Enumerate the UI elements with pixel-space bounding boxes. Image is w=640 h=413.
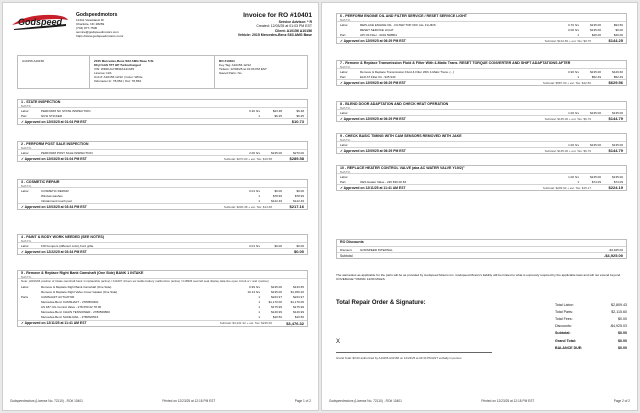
line-total: $129.60 — [612, 69, 623, 74]
totals-label: Grand Total: — [555, 338, 577, 343]
section-summary — [18, 118, 307, 124]
line-type: Labor — [21, 150, 29, 155]
godspeed-logo — [10, 11, 70, 33]
line-price: $135.00 — [590, 142, 601, 147]
line-type: Part — [21, 113, 27, 118]
approval-status: ✓ Approved on 12/03/25 at 03:34 PM EST — [21, 204, 87, 209]
vehicle-line: VIN: WDDUG7JB9FA121345 — [94, 67, 135, 71]
section-header — [18, 142, 307, 150]
section-tech: Tech TC — [21, 104, 31, 108]
line-price: $52.49 — [591, 74, 601, 79]
section-summary — [337, 184, 626, 190]
line-price: $135.00 — [590, 69, 601, 74]
approval-status: ✓ Approved on 12/09/25 at 06:29 PM EST — [340, 116, 406, 121]
section-amount: $144.79 — [608, 148, 623, 153]
totals-row — [555, 344, 627, 351]
line-total: $175.99 — [293, 305, 304, 310]
line-price: $135.00 — [590, 27, 601, 32]
line-item — [337, 69, 626, 74]
line-item — [18, 310, 307, 315]
line-qty: 0.99 hrs — [249, 285, 260, 290]
line-qty: 0.00 hrs — [568, 27, 579, 32]
line-price: $74.09 — [591, 179, 601, 184]
section-tech: Tech T.C. — [21, 146, 32, 150]
line-total: $122.49 — [293, 198, 304, 203]
line-item — [18, 315, 307, 320]
totals-value: $0.00 — [618, 316, 627, 321]
line-qty: 2.00 hrs — [249, 150, 260, 155]
line-qty: 0.30 hrs — [249, 108, 260, 113]
line-desc: API Oil Filter - 0001 508801 — [360, 32, 398, 37]
totals-value: $0.00 — [618, 345, 627, 350]
line-qty: 1 — [577, 32, 579, 37]
section-title: 1 - STATE INSPECTION — [21, 100, 61, 104]
section-note: Note: p0016A5 position of intake camshaft bank 1 implausible (active) / b1b207 drivers sw stable battery malfunction (active) / b18903 seal left seal display data line open circuit or r and i (active) — [21, 279, 269, 283]
line-item — [18, 305, 307, 310]
section-title: 10 - REPLACE HEATER CONTROL VALVE (aka AC WATER VALVE Y19/2)" — [340, 166, 465, 170]
authorization-note: Grand Total: $0.00 authorized by A10156 A10156 on 12/23/25 at 03:34 PM EST verbally in person. — [336, 356, 463, 360]
line-desc: REPLACE ENGINE OIL , FILTER TOP OFF ALL FLUIDS — [360, 22, 436, 27]
section-tech: Tech T.C. — [21, 184, 32, 188]
line-total: $94.50 — [613, 22, 623, 27]
line-price: $1,170.00 — [268, 300, 282, 305]
line-qty: 1 — [258, 310, 260, 315]
approval-status: ✓ Approved on 12/11/25 at 11:41 AM EST — [340, 185, 406, 190]
warranty-disclaimer: The warranties as applicable for the parts will be as provided by Godspeed Motors Inc. Godspeed Motors's liability will be limited to what is expressly required by the applicable laws and will not extend beyond COVERAGE *OMNIC 12/00 MILES. — [336, 273, 621, 281]
line-qty: 1.00 hrs — [568, 142, 579, 147]
line-total: $135.00 — [612, 174, 623, 179]
section-subtotal: Subtotal: $200.48 + est. Tax: $14.68 — [223, 204, 272, 209]
line-total: $78.99 — [294, 193, 304, 198]
created-date: Created: 12/03/25 at 01:03 PM EST — [256, 24, 312, 29]
totals-row — [555, 323, 627, 330]
line-type: Labor — [21, 108, 29, 113]
section-amount: $217.16 — [289, 204, 304, 209]
line-price: $149.99 — [271, 310, 282, 315]
section-summary — [337, 115, 626, 121]
line-price: $135.00 — [271, 285, 282, 290]
section-tech: Tech T.C. — [340, 138, 351, 142]
line-total: $135.00 — [612, 110, 623, 115]
line-desc: Mercedes-Benz CAMSHAFT - 2780500301 — [41, 300, 99, 305]
section-subtotal: Subtotal: $209.02 + est. Tax: $15.17 — [542, 185, 591, 190]
service-section — [336, 101, 627, 122]
footer-printed: Printed on 12/23/25 at 12:18 PM EST — [481, 399, 535, 403]
section-title: 2 - PERFORM POST SALE INSPECTION — [21, 142, 89, 146]
client-name: Client: A10156 A10156 — [274, 28, 312, 33]
section-summary — [337, 79, 626, 85]
line-qty: 0.01 hrs — [249, 188, 260, 193]
line-price: $135.00 — [590, 174, 601, 179]
line-total: $135.00 — [612, 142, 623, 147]
line-item — [337, 27, 626, 32]
section-summary — [337, 147, 626, 153]
shop-phone: (704) 877-7500 — [76, 26, 98, 30]
line-qty: 1 — [258, 295, 260, 300]
shop-info — [76, 12, 166, 38]
service-section — [336, 60, 627, 86]
section-header — [18, 100, 307, 108]
line-desc: Mercedes-Benz CHAIN TENSIONER - 2780509800 — [41, 310, 110, 315]
totals-value: $0.00 — [618, 331, 627, 336]
line-item — [337, 179, 626, 184]
line-item — [18, 285, 307, 290]
invoice-title: Invoice for RO #10401 — [243, 12, 312, 19]
totals-label: BALANCE DUE: — [555, 345, 583, 350]
line-price: $6.25 — [274, 113, 282, 118]
ro-column — [215, 56, 307, 88]
footer-page: Page 2 of 2 — [613, 399, 630, 403]
line-item — [337, 74, 626, 79]
line-total: $0.00 — [615, 27, 623, 32]
discount-row — [337, 247, 626, 252]
line-item — [18, 290, 307, 295]
totals-value: $2,809.43 — [611, 302, 627, 307]
section-header — [337, 134, 626, 142]
line-desc: Remove & Replace Transmission Fluid & Filter With 4-Matic Trans. (...) — [360, 69, 455, 74]
section-subtotal: Subtotal: $3,241.32 + est. Tax: $235.00 — [219, 321, 272, 326]
line-price: $40.00 — [591, 32, 601, 37]
line-price: $0.00 — [274, 243, 282, 248]
line-desc: RESET SERVICE LIGHT — [360, 27, 394, 32]
service-section — [17, 179, 308, 210]
line-price: $23.38 — [272, 108, 282, 113]
line-qty: 1.00 hrs — [568, 110, 579, 115]
totals-label: Total Labor: — [555, 302, 574, 307]
shop-address: 11441 Vanoklassl Dr — [76, 18, 105, 22]
line-item — [18, 113, 307, 118]
line-total: $133.65 — [293, 285, 304, 290]
line-type: Labor — [340, 110, 348, 115]
service-section — [17, 141, 308, 162]
line-type: Part — [340, 32, 346, 37]
line-total: $6.48 — [296, 108, 304, 113]
line-desc: NCSI STICKER — [41, 113, 63, 118]
footer-page: Page 1 of 2 — [294, 399, 311, 403]
totals-value: -$4,925.03 — [609, 324, 627, 329]
ro-line: Tickets: 12/03/25 at 01:03 PM EST — [219, 67, 267, 71]
logo-text: Godspeed — [18, 17, 63, 27]
signature-x: X — [336, 339, 341, 345]
line-type: Labor — [340, 22, 348, 27]
section-summary — [18, 320, 307, 326]
line-desc: Remove & Replace Right Bank Camshaft (One Side) — [41, 285, 112, 290]
line-total: $1,366.20 — [290, 290, 304, 295]
approval-status: ✓ Approved on 12/11/25 at 11:41 AM EST — [21, 321, 87, 326]
line-item — [337, 32, 626, 37]
service-section — [17, 270, 308, 327]
line-desc: F/R bumpers (different color),front grille — [41, 243, 94, 248]
section-amount: $0.00 — [293, 249, 304, 254]
section-subtotal: Subtotal: $134.50 + est. Tax: $9.75 — [544, 38, 591, 43]
section-amount: $144.79 — [608, 116, 623, 121]
section-amount: $289.58 — [289, 156, 304, 161]
discounts-title: RO Discounts — [340, 240, 364, 244]
discount-subtotal-row — [337, 252, 626, 258]
line-type: Labor — [21, 243, 29, 248]
section-subtotal: Subtotal: $587.00 + est. Tax: $42.56 — [542, 80, 591, 85]
line-price: $135.00 — [590, 22, 601, 27]
line-qty: 1 — [258, 315, 260, 320]
line-qty: 0.01 hrs — [249, 243, 260, 248]
discount-subtotal: -$4,925.00 — [603, 253, 623, 258]
section-title: 5 - Remove & Replace Right Bank Camshaft (One Side) BANK 1 INTAKE — [21, 271, 144, 275]
line-item — [18, 243, 307, 248]
line-type: Parts — [21, 295, 29, 300]
line-item — [18, 150, 307, 155]
vehicle-line: 2015 Mercedes-Benz S63 AMG Base 5.5L — [94, 59, 155, 63]
line-type: Labor — [340, 69, 348, 74]
section-tech: Tech T.C. — [340, 106, 351, 110]
section-tech: Tech T.C. — [340, 65, 351, 69]
section-title: 4 - PAINT & BODY WORK NEEDED (SEE NOTES) — [21, 235, 104, 239]
invoice-page-2 — [321, 2, 638, 411]
section-header — [337, 14, 626, 22]
footer-license: Godspeedmotors (License No. 72110) - RO# 10401 — [10, 399, 83, 403]
line-type: Labor — [340, 174, 348, 179]
section-subtotal: Subtotal: $135.00 + est. Tax: $9.79 — [544, 116, 591, 121]
signature-line[interactable] — [336, 343, 492, 353]
totals-label: Total Parts: — [555, 309, 573, 314]
line-desc: PERFORM POST SALE INSPECTION — [41, 150, 93, 155]
section-title: 3 - COSMETIC REPAIR — [21, 180, 60, 184]
service-section — [336, 133, 627, 154]
section-header — [337, 102, 626, 110]
page-footer — [10, 399, 311, 403]
client-column — [18, 56, 90, 88]
approval-status: ✓ Approved on 12/09/25 at 06:29 PM EST — [340, 80, 406, 85]
invoice-page-1 — [2, 2, 319, 411]
line-desc: CAMSHAFT ACTUATOR — [41, 295, 75, 300]
line-qty: 1.00 hrs — [568, 174, 579, 179]
section-summary — [18, 203, 307, 209]
line-price: $135.00 — [590, 110, 601, 115]
line-desc: PERFORM NC STATE INSPECTION — [41, 108, 91, 113]
service-section — [336, 13, 627, 44]
section-amount: $224.19 — [608, 185, 623, 190]
line-item — [18, 193, 307, 198]
line-qty: 1 — [577, 179, 579, 184]
section-summary — [18, 155, 307, 161]
section-header — [18, 271, 307, 279]
line-item — [18, 300, 307, 305]
vehicle-line: 8Cyl GAS 577 HP Turbocharged — [94, 63, 141, 67]
approval-status: ✓ Approved on 12/22/25 at 03:34 PM EST — [21, 249, 87, 254]
line-price: $122.49 — [271, 198, 282, 203]
section-header — [18, 180, 307, 188]
line-qty: 0.70 hrs — [568, 22, 579, 27]
section-title: 6 - PERFORM ENGINE OIL AND FILTER SERVICE / RESET SERVICE LIGHT — [340, 14, 467, 18]
totals-row — [555, 330, 627, 337]
section-tech: Tech T.C. — [340, 170, 351, 174]
info-box — [17, 55, 308, 89]
line-total: $52.49 — [613, 74, 623, 79]
section-title: 9 - CHECK BASIC TIMING WITH CAM SENSORS REMOVED WITH JAKE — [340, 134, 462, 138]
line-item — [18, 188, 307, 193]
discount-subtotal-label: Subtotal — [340, 253, 353, 258]
signature-title: Total Repair Order & Signature: — [336, 300, 426, 306]
vehicle-name: Vehicle: 2015 Mercedes-Benz S63 AMG Base — [237, 33, 312, 38]
line-desc: AS 187 OIL Control Valve - 278 050 02 78 00 — [41, 305, 102, 310]
section-title: 7 - Remove & Replace Transmission Fluid & Filter With 4-Matic Trans. RESET TORQUE CONVERTER AND SHIFT ADAPTATIONS AFTER — [340, 61, 571, 65]
line-item — [18, 108, 307, 113]
totals-row — [555, 308, 627, 315]
line-price: $10.50 — [272, 315, 282, 320]
shop-website[interactable]: https://www.godspeedmotors.com/ — [76, 34, 124, 38]
section-summary — [337, 37, 626, 43]
line-qty: 10.13 hrs — [247, 290, 260, 295]
line-price: $78.99 — [272, 193, 282, 198]
ro-discounts-section — [336, 239, 627, 259]
section-header — [337, 240, 626, 247]
vehicle-line: Odometer In: 78,652 | Out: 78,652 — [94, 79, 142, 83]
invoice-header — [192, 12, 312, 38]
line-total: $0.00 — [296, 188, 304, 193]
shop-city: Charlotte, NC 28269 — [76, 22, 105, 26]
section-subtotal: Subtotal: $270.00 + est. Tax: $19.58 — [223, 156, 272, 161]
section-tech: Tech T.C. — [340, 18, 351, 22]
discount-desc: GODSPEED INTERNAL — [360, 247, 393, 252]
line-price: $223.97 — [271, 295, 282, 300]
discount-amount: -$4,925.00 — [608, 247, 623, 252]
approval-status: ✓ Approved on 12/09/25 at 06:29 PM EST — [340, 148, 406, 153]
approval-status: ✓ Approved on 12/03/25 at 01:04 PM EST — [21, 156, 87, 161]
line-price: $175.99 — [271, 305, 282, 310]
service-section — [17, 99, 308, 125]
ro-line: Saved Parts: No — [219, 71, 242, 75]
totals-row — [555, 315, 627, 322]
line-qty: 1 — [577, 74, 579, 79]
totals-label: Total Fees: — [555, 316, 573, 321]
section-tech: Tech T.C. — [21, 239, 32, 243]
footer-printed: Printed on 12/23/25 at 12:18 PM EST — [162, 399, 216, 403]
line-type: Labor — [21, 285, 29, 290]
totals-value: $0.00 — [618, 338, 627, 343]
line-desc: OES Heater Valve - 230 830 00 84 — [360, 179, 407, 184]
section-amount: $144.25 — [608, 38, 623, 43]
client-line: A10156 A10156 — [22, 59, 45, 63]
shop-email[interactable]: service@godspeedmotors.com — [76, 30, 119, 34]
totals-row — [555, 301, 627, 308]
section-header — [337, 61, 626, 69]
totals-row — [555, 337, 627, 344]
section-amount: $3,476.32 — [286, 320, 304, 326]
line-total: $10.50 — [294, 315, 304, 320]
totals-label: Subtotal: — [555, 331, 571, 336]
line-qty: 1 — [258, 113, 260, 118]
ro-line: RO #10401 — [219, 59, 235, 63]
service-advisor: Service Advisor: * R — [278, 20, 312, 24]
line-desc: Mercedes-Benz SLIDE RAIL - 2780520516 — [41, 315, 99, 320]
line-price: $135.00 — [271, 150, 282, 155]
line-price: $0.00 — [274, 188, 282, 193]
line-total: $149.99 — [293, 310, 304, 315]
line-qty: 1 — [258, 300, 260, 305]
shop-name: Godspeedmotors — [76, 12, 118, 18]
line-price: $135.00 — [271, 290, 282, 295]
line-qty: 0.96 hrs — [568, 69, 579, 74]
service-section — [336, 165, 627, 191]
line-qty: 1 — [258, 193, 260, 198]
section-header — [18, 235, 307, 243]
line-total: $1,170.00 — [290, 300, 304, 305]
line-total: $0.00 — [296, 243, 304, 248]
line-qty: 1 — [258, 198, 260, 203]
section-subtotal: Subtotal: $135.00 + est. Tax: $9.79 — [544, 148, 591, 153]
approval-status: ✓ Approved on 12/09/25 at 06:29 PM EST — [340, 38, 406, 43]
ro-line: Key Tag: A10156 12/12 — [219, 63, 251, 67]
totals-label: Discounts: — [555, 324, 572, 329]
line-type: Part — [340, 179, 346, 184]
page-footer — [329, 399, 630, 403]
line-total: $223.97 — [293, 295, 304, 300]
section-title: 8 - BLEND DOOR ADAPTATION AND CHECK HEAT OPERATION — [340, 102, 449, 106]
totals-value: $2,115.60 — [611, 309, 627, 314]
section-tech: Tech T.C. — [21, 275, 32, 279]
approval-status: ✓ Approved on 12/03/25 at 01:04 PM EST — [21, 119, 87, 124]
line-type: Part — [340, 74, 346, 79]
service-section — [17, 234, 308, 255]
totals-table — [555, 301, 627, 351]
line-item — [18, 198, 307, 203]
section-summary — [18, 248, 307, 254]
line-item — [18, 295, 307, 300]
section-header — [337, 166, 626, 174]
section-amount: $10.73 — [291, 119, 304, 124]
line-total: $74.09 — [613, 179, 623, 184]
line-qty: 1 — [258, 305, 260, 310]
line-total: $6.25 — [296, 113, 304, 118]
line-desc: COSMETIC REPAIR — [41, 188, 69, 193]
line-desc: Infotainment touch pad — [41, 198, 72, 203]
line-desc: ELR AT Filter Kit - 925 940 — [360, 74, 396, 79]
line-total: $40.00 — [613, 32, 623, 37]
line-desc: Remove & Replace Right Valve Cover Gasket (One Side) — [41, 290, 118, 295]
section-amount: $629.56 — [608, 80, 623, 85]
vehicle-line: Unit #: A10156 12/12 | Color: White — [94, 75, 143, 79]
vehicle-column — [90, 56, 215, 88]
line-type: Labor — [21, 188, 29, 193]
line-total: $270.00 — [293, 150, 304, 155]
vehicle-line: License: N/A — [94, 71, 112, 75]
discount-type: Discount — [340, 247, 352, 252]
line-type: Labor — [340, 142, 348, 147]
line-item — [337, 22, 626, 27]
footer-license: Godspeedmotors (License No. 72110) - RO# 10401 — [329, 399, 402, 403]
line-desc: Window washes — [41, 193, 63, 198]
